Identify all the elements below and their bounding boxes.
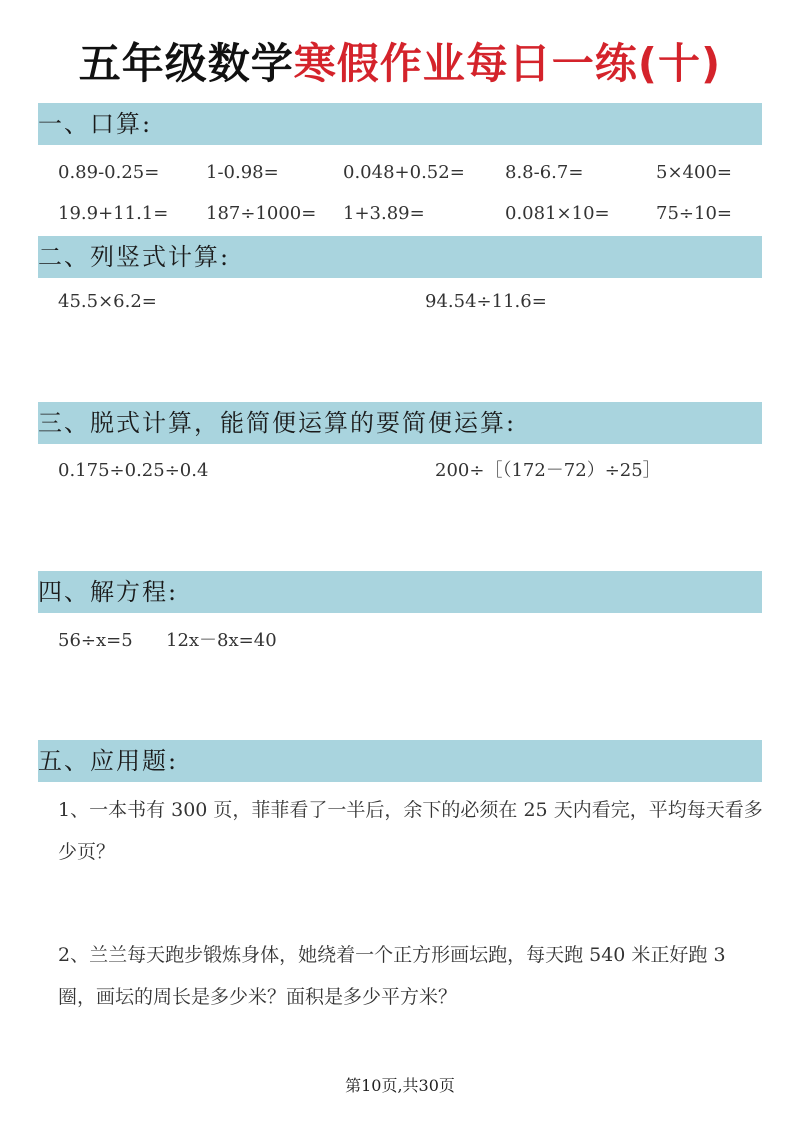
oral-calc-item: 5×400= [656, 162, 732, 183]
section-5-header-bar [38, 740, 762, 782]
word-problem-2: 2、兰兰每天跑步锻炼身体，她绕着一个正方形画坛跑，每天跑 540 米正好跑 3 圈，画坛的周长是多少米？面积是多少平方米？ [58, 944, 726, 1008]
step-calc-item: 200÷［（172－72）÷25］ [435, 460, 661, 481]
oral-calc-item: 19.9+11.1= [58, 203, 169, 224]
section-4-header: 四、解方程: [38, 578, 179, 606]
equation-item: 56÷x=5 [58, 630, 133, 651]
vertical-calc-item: 45.5×6.2= [58, 291, 157, 312]
oral-calc-item: 1-0.98= [206, 162, 279, 183]
title-part-black: 五年级数学 [78, 39, 294, 88]
section-4-header-bar [38, 571, 762, 613]
oral-calc-item: 0.081×10= [505, 203, 610, 224]
oral-calc-item: 0.048+0.52= [343, 162, 465, 183]
oral-calc-item: 187÷1000= [206, 203, 317, 224]
step-calc-item: 0.175÷0.25÷0.4 [58, 460, 209, 481]
oral-calc-item: 1+3.89= [343, 203, 425, 224]
oral-calc-item: 8.8-6.7= [505, 162, 584, 183]
section-1-header: 一、口算: [38, 110, 153, 138]
section-2-header: 二、列竖式计算: [38, 243, 231, 271]
section-3-header-bar [38, 402, 762, 444]
title-part-red: 寒假作业每日一练(十) [293, 39, 722, 88]
section-1-header-bar [38, 103, 762, 145]
page-footer: 第10页,共30页 [345, 1076, 455, 1095]
oral-calc-item: 0.89-0.25= [58, 162, 160, 183]
section-5-header: 五、应用题: [38, 747, 179, 775]
word-problem-1: 1、一本书有 300 页，菲菲看了一半后，余下的必须在 25 天内看完，平均每天看多少页？ [58, 799, 763, 863]
section-2-header-bar [38, 236, 762, 278]
vertical-calc-item: 94.54÷11.6= [425, 291, 547, 312]
page-title [0, 34, 800, 94]
section-3-header: 三、脱式计算，能简便运算的要简便运算: [38, 409, 517, 437]
equation-item: 12x－8x=40 [166, 630, 277, 651]
oral-calc-item: 75÷10= [656, 203, 732, 224]
